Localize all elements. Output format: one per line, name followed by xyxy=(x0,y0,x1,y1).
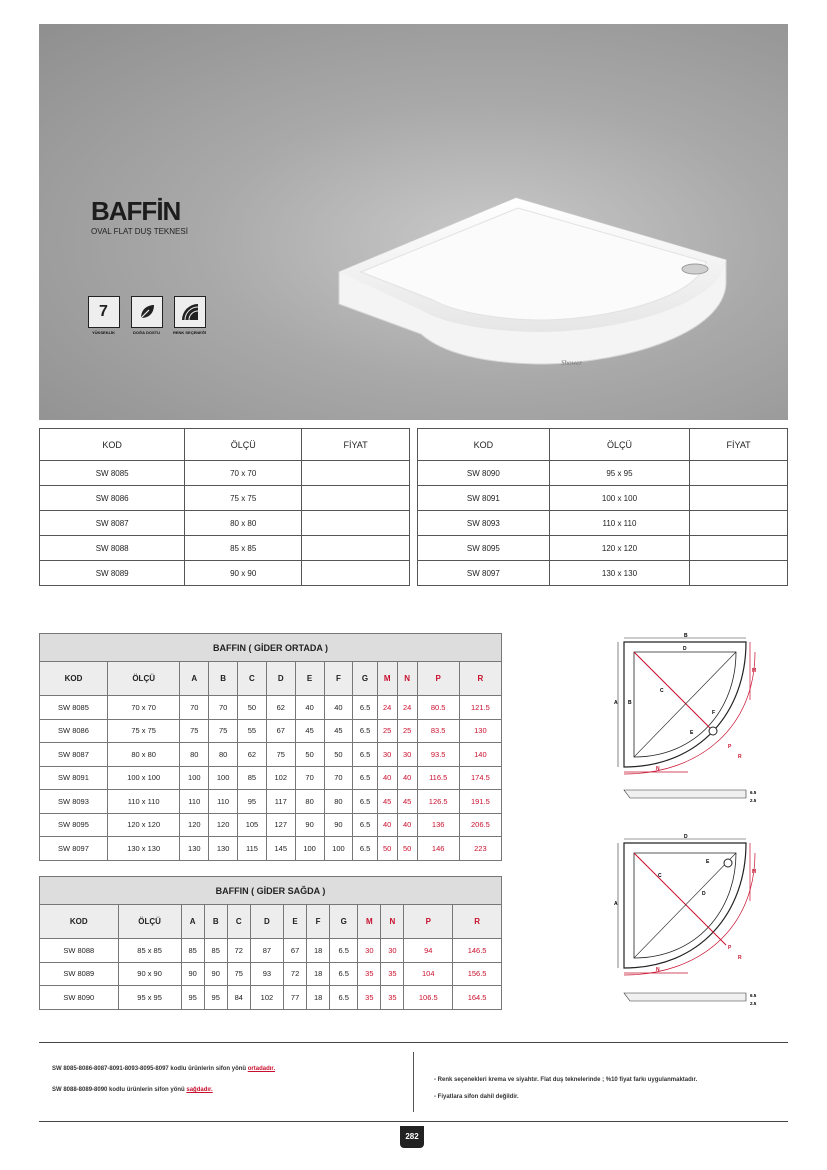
svg-text:E: E xyxy=(706,859,710,865)
column-header: C xyxy=(227,905,250,939)
table-cell: SW 8085 xyxy=(40,461,185,486)
color-badge: RENK SEÇENEĞİ xyxy=(171,296,208,335)
table-cell: 95 xyxy=(204,986,227,1010)
table-cell: 67 xyxy=(266,719,295,743)
table-cell: 35 xyxy=(358,986,381,1010)
table-cell: 85 xyxy=(181,939,204,963)
column-header: E xyxy=(295,662,324,696)
table-cell: 120 xyxy=(209,813,238,837)
table-cell: 126.5 xyxy=(417,790,459,814)
table-row xyxy=(40,536,410,561)
table-cell: 223 xyxy=(459,837,501,861)
table-cell: 70 xyxy=(295,766,324,790)
svg-text:A: A xyxy=(614,901,618,907)
table-cell: SW 8090 xyxy=(40,986,119,1010)
table-cell: 6.5 xyxy=(330,986,358,1010)
color-palette-icon xyxy=(174,296,206,328)
table-cell: 102 xyxy=(266,766,295,790)
table-cell: 115 xyxy=(238,837,267,861)
table-row xyxy=(40,813,502,837)
column-header: R xyxy=(453,905,502,939)
column-header: F xyxy=(324,662,353,696)
hero-image xyxy=(39,24,788,420)
column-header: B xyxy=(209,662,238,696)
spec-table-right-drain xyxy=(39,876,502,1010)
table-cell: SW 8086 xyxy=(40,719,108,743)
table-cell: 104 xyxy=(404,962,453,986)
table-cell: 50 xyxy=(324,743,353,767)
table-cell: 45 xyxy=(397,790,417,814)
svg-text:C: C xyxy=(658,873,662,879)
svg-text:6.5: 6.5 xyxy=(750,993,757,998)
column-header: G xyxy=(353,662,377,696)
svg-text:B: B xyxy=(628,700,632,706)
table-cell: 77 xyxy=(284,986,307,1010)
feature-badges xyxy=(85,296,208,335)
table-cell: 35 xyxy=(381,962,404,986)
table-row xyxy=(40,986,502,1010)
column-header: A xyxy=(180,662,209,696)
table-cell: 117 xyxy=(266,790,295,814)
table-cell: 40 xyxy=(295,696,324,720)
table-cell: 83.5 xyxy=(417,719,459,743)
table-cell xyxy=(690,486,788,511)
column-header: C xyxy=(238,662,267,696)
svg-text:M: M xyxy=(752,668,757,674)
column-header: ÖLÇÜ xyxy=(118,905,181,939)
table-cell: 106.5 xyxy=(404,986,453,1010)
table-cell: 30 xyxy=(377,743,397,767)
page-number: 282 xyxy=(400,1126,424,1148)
table-cell: SW 8088 xyxy=(40,536,185,561)
column-header: P xyxy=(417,662,459,696)
column-header: P xyxy=(404,905,453,939)
table-cell: 87 xyxy=(250,939,283,963)
table-cell: SW 8086 xyxy=(40,486,185,511)
table-row xyxy=(40,743,502,767)
table-cell: 90 xyxy=(295,813,324,837)
table-cell: 95 x 95 xyxy=(118,986,181,1010)
table-cell: 110 x 110 xyxy=(549,511,689,536)
table-row xyxy=(40,766,502,790)
column-header: A xyxy=(181,905,204,939)
table-cell: 50 xyxy=(295,743,324,767)
table-cell: 18 xyxy=(307,986,330,1010)
table-cell: 25 xyxy=(397,719,417,743)
table-cell: 6.5 xyxy=(353,837,377,861)
eco-badge: DOĞA DOSTU xyxy=(128,296,165,335)
table-cell: 206.5 xyxy=(459,813,501,837)
table-row xyxy=(40,962,502,986)
table-cell: 70 x 70 xyxy=(107,696,179,720)
table-cell: 40 xyxy=(377,813,397,837)
table-cell xyxy=(690,536,788,561)
column-header: FİYAT xyxy=(690,429,788,461)
table-row xyxy=(40,719,502,743)
table-row xyxy=(418,461,788,486)
table-cell: 95 xyxy=(181,986,204,1010)
table-cell: 110 x 110 xyxy=(107,790,179,814)
column-header: KOD xyxy=(40,905,119,939)
table-cell: 130 xyxy=(459,719,501,743)
table-cell: 100 xyxy=(324,837,353,861)
table-cell: 6.5 xyxy=(353,696,377,720)
table-cell: 130 x 130 xyxy=(107,837,179,861)
note-siphon: - Fiyatlara sifon dahil değildir. xyxy=(434,1094,519,1100)
table-cell: 18 xyxy=(307,962,330,986)
price-table-header xyxy=(418,429,788,461)
svg-text:R: R xyxy=(738,955,742,961)
table-cell: 93.5 xyxy=(417,743,459,767)
price-table-header xyxy=(40,429,410,461)
table-cell: 110 xyxy=(180,790,209,814)
table-cell: 110 xyxy=(209,790,238,814)
svg-text:D: D xyxy=(683,646,687,652)
column-header: N xyxy=(381,905,404,939)
table-cell: SW 8089 xyxy=(40,561,185,586)
column-header: E xyxy=(284,905,307,939)
table-cell: 130 x 130 xyxy=(549,561,689,586)
table-cell: 85 x 85 xyxy=(185,536,302,561)
table-cell: SW 8088 xyxy=(40,939,119,963)
column-header: KOD xyxy=(418,429,550,461)
table-row xyxy=(418,561,788,586)
table-cell: 35 xyxy=(381,986,404,1010)
table-cell: 164.5 xyxy=(453,986,502,1010)
table-cell: 80 x 80 xyxy=(107,743,179,767)
table-cell: 100 xyxy=(209,766,238,790)
column-header: M xyxy=(377,662,397,696)
svg-text:D: D xyxy=(702,891,706,897)
table-cell: 146.5 xyxy=(453,939,502,963)
table-row xyxy=(40,837,502,861)
table-row xyxy=(418,486,788,511)
table-cell: 75 x 75 xyxy=(185,486,302,511)
table-cell: 24 xyxy=(397,696,417,720)
spec-table-caption: BAFFIN ( GİDER ORTADA ) xyxy=(40,634,502,662)
table-cell: 50 xyxy=(238,696,267,720)
table-cell: 80 xyxy=(180,743,209,767)
column-header: D xyxy=(266,662,295,696)
table-cell: 121.5 xyxy=(459,696,501,720)
table-cell: 90 xyxy=(204,962,227,986)
table-cell: SW 8097 xyxy=(418,561,550,586)
table-cell: 75 xyxy=(180,719,209,743)
table-cell: 146 xyxy=(417,837,459,861)
table-cell: 120 xyxy=(180,813,209,837)
table-row xyxy=(40,939,502,963)
price-table-left xyxy=(39,428,410,586)
table-cell: 70 xyxy=(180,696,209,720)
table-cell: 62 xyxy=(266,696,295,720)
table-cell: 30 xyxy=(381,939,404,963)
table-cell: 70 xyxy=(324,766,353,790)
shower-tray-image xyxy=(331,192,751,382)
height-icon: 7 xyxy=(88,296,120,328)
table-cell: 45 xyxy=(324,719,353,743)
table-cell: 6.5 xyxy=(353,743,377,767)
table-cell: 25 xyxy=(377,719,397,743)
table-row xyxy=(40,511,410,536)
column-header: ÖLÇÜ xyxy=(107,662,179,696)
table-cell: 90 xyxy=(181,962,204,986)
table-cell: 90 x 90 xyxy=(118,962,181,986)
table-cell: 100 x 100 xyxy=(107,766,179,790)
table-cell: SW 8087 xyxy=(40,511,185,536)
footer-divider-vertical xyxy=(413,1052,414,1112)
column-header: ÖLÇÜ xyxy=(185,429,302,461)
table-cell: 100 xyxy=(180,766,209,790)
footer-divider-bottom xyxy=(39,1121,788,1122)
svg-text:M: M xyxy=(752,869,757,875)
column-header: FİYAT xyxy=(302,429,410,461)
table-cell: 72 xyxy=(284,962,307,986)
table-cell: 50 xyxy=(377,837,397,861)
table-cell: 84 xyxy=(227,986,250,1010)
table-row xyxy=(40,461,410,486)
svg-text:6.5: 6.5 xyxy=(750,790,757,795)
note-right-drain: SW 8088-8089-8090 kodlu ürünlerin sifon yönü sağdadır. xyxy=(52,1087,213,1093)
svg-text:C: C xyxy=(660,688,664,694)
svg-text:2.5: 2.5 xyxy=(750,798,757,803)
table-cell: 90 x 90 xyxy=(185,561,302,586)
table-cell: 75 x 75 xyxy=(107,719,179,743)
table-cell: 95 xyxy=(238,790,267,814)
table-cell: 156.5 xyxy=(453,962,502,986)
table-cell: SW 8093 xyxy=(40,790,108,814)
table-cell: SW 8097 xyxy=(40,837,108,861)
svg-text:Shower: Shower xyxy=(561,359,582,367)
table-cell: 45 xyxy=(377,790,397,814)
table-cell: 6.5 xyxy=(330,962,358,986)
product-title: BAFFİN xyxy=(91,196,181,226)
table-cell: 140 xyxy=(459,743,501,767)
table-cell xyxy=(690,511,788,536)
table-cell: SW 8089 xyxy=(40,962,119,986)
table-cell: 75 xyxy=(227,962,250,986)
table-cell: 145 xyxy=(266,837,295,861)
svg-text:P: P xyxy=(728,744,732,750)
table-cell: 40 xyxy=(377,766,397,790)
table-cell: 40 xyxy=(397,813,417,837)
table-cell: 24 xyxy=(377,696,397,720)
table-cell: SW 8085 xyxy=(40,696,108,720)
table-cell: 67 xyxy=(284,939,307,963)
column-header: KOD xyxy=(40,662,108,696)
table-row xyxy=(40,486,410,511)
table-cell: SW 8090 xyxy=(418,461,550,486)
table-cell: 70 xyxy=(209,696,238,720)
table-cell: 95 x 95 xyxy=(549,461,689,486)
svg-text:A: A xyxy=(614,700,618,706)
height-badge: 7 YÜKSEKLİK xyxy=(85,296,122,335)
svg-text:R: R xyxy=(738,754,742,760)
table-cell: 30 xyxy=(358,939,381,963)
eco-leaf-icon xyxy=(131,296,163,328)
table-cell: 90 xyxy=(324,813,353,837)
table-cell: SW 8093 xyxy=(418,511,550,536)
table-row xyxy=(40,696,502,720)
table-cell: 62 xyxy=(238,743,267,767)
table-cell: 70 x 70 xyxy=(185,461,302,486)
price-table-right xyxy=(417,428,788,586)
svg-text:D: D xyxy=(684,834,688,840)
dimension-diagram-right-drain xyxy=(610,833,770,1015)
table-cell: 116.5 xyxy=(417,766,459,790)
table-cell: 120 x 120 xyxy=(549,536,689,561)
table-cell: SW 8095 xyxy=(418,536,550,561)
table-cell xyxy=(690,461,788,486)
table-cell: 136 xyxy=(417,813,459,837)
table-cell: 75 xyxy=(266,743,295,767)
table-cell: 94 xyxy=(404,939,453,963)
table-row xyxy=(40,561,410,586)
table-cell: 6.5 xyxy=(353,766,377,790)
table-cell: SW 8091 xyxy=(40,766,108,790)
table-cell: 72 xyxy=(227,939,250,963)
table-cell: 18 xyxy=(307,939,330,963)
table-cell xyxy=(302,461,410,486)
table-cell: 80.5 xyxy=(417,696,459,720)
table-cell: 127 xyxy=(266,813,295,837)
table-cell: SW 8087 xyxy=(40,743,108,767)
table-cell: 40 xyxy=(324,696,353,720)
table-row xyxy=(418,536,788,561)
table-cell: 80 xyxy=(209,743,238,767)
table-cell: 35 xyxy=(358,962,381,986)
spec-table-center-drain xyxy=(39,633,502,861)
spec-table-caption: BAFFIN ( GİDER SAĞDA ) xyxy=(40,877,502,905)
table-cell: 75 xyxy=(209,719,238,743)
table-cell: 80 xyxy=(324,790,353,814)
column-header: R xyxy=(459,662,501,696)
footer-divider-top xyxy=(39,1042,788,1043)
table-row xyxy=(418,511,788,536)
table-cell: 105 xyxy=(238,813,267,837)
svg-text:P: P xyxy=(728,945,732,951)
table-cell: 80 xyxy=(295,790,324,814)
table-cell: 55 xyxy=(238,719,267,743)
column-header: B xyxy=(204,905,227,939)
table-cell: 40 xyxy=(397,766,417,790)
table-cell: 6.5 xyxy=(353,719,377,743)
table-cell: 6.5 xyxy=(330,939,358,963)
column-header: ÖLÇÜ xyxy=(549,429,689,461)
table-cell: 102 xyxy=(250,986,283,1010)
column-header: KOD xyxy=(40,429,185,461)
svg-text:F: F xyxy=(712,710,716,716)
table-cell: 85 xyxy=(238,766,267,790)
table-cell: 191.5 xyxy=(459,790,501,814)
column-header: M xyxy=(358,905,381,939)
svg-text:B: B xyxy=(684,633,688,639)
table-cell: 45 xyxy=(295,719,324,743)
table-cell xyxy=(302,561,410,586)
column-header: N xyxy=(397,662,417,696)
table-cell: SW 8091 xyxy=(418,486,550,511)
table-cell xyxy=(302,486,410,511)
table-cell: 30 xyxy=(397,743,417,767)
table-cell xyxy=(302,536,410,561)
svg-text:N: N xyxy=(656,766,660,772)
svg-text:2.5: 2.5 xyxy=(750,1001,757,1006)
column-header: G xyxy=(330,905,358,939)
svg-text:N: N xyxy=(656,967,660,973)
svg-text:E: E xyxy=(690,730,694,736)
product-subtitle: OVAL FLAT DUŞ TEKNESİ xyxy=(91,227,188,236)
table-cell: 6.5 xyxy=(353,813,377,837)
table-cell: 120 x 120 xyxy=(107,813,179,837)
table-cell: 100 x 100 xyxy=(549,486,689,511)
table-cell: 6.5 xyxy=(353,790,377,814)
table-cell xyxy=(690,561,788,586)
table-cell: 50 xyxy=(397,837,417,861)
note-center-drain: SW 8085-8086-8087-8091-8093-8095-8097 kodlu ürünlerin sifon yönü ortadadır. xyxy=(52,1066,276,1072)
table-cell: 85 xyxy=(204,939,227,963)
dimension-diagram-center-drain xyxy=(610,632,770,812)
table-cell: 130 xyxy=(209,837,238,861)
table-cell: 85 x 85 xyxy=(118,939,181,963)
table-cell: 130 xyxy=(180,837,209,861)
table-row xyxy=(40,790,502,814)
note-color-options: - Renk seçenekleri krema ve siyahtır. Flat duş teknelerinde ; %10 fiyat farkı uygulanmaktadır. xyxy=(434,1077,698,1083)
table-cell: 93 xyxy=(250,962,283,986)
table-cell: 80 x 80 xyxy=(185,511,302,536)
column-header: D xyxy=(250,905,283,939)
table-cell: 100 xyxy=(295,837,324,861)
table-cell xyxy=(302,511,410,536)
table-cell: SW 8095 xyxy=(40,813,108,837)
column-header: F xyxy=(307,905,330,939)
table-cell: 174.5 xyxy=(459,766,501,790)
